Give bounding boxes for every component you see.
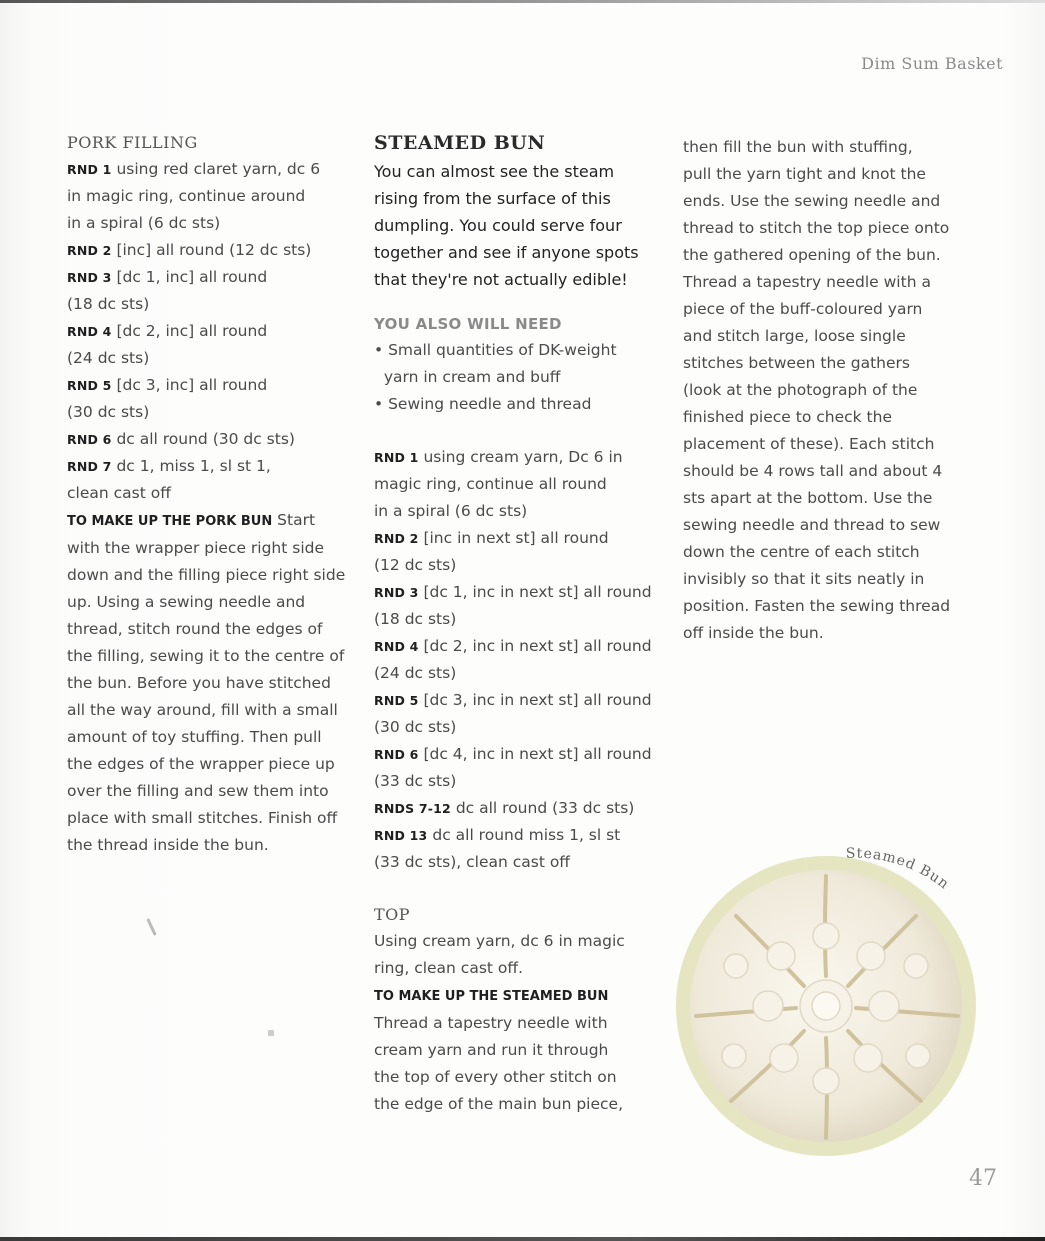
makeup-line bbox=[374, 1010, 664, 1037]
round-label: RND 4 bbox=[67, 324, 112, 339]
line-text: all the way around, fill with a small bbox=[67, 701, 338, 719]
line-text: magic ring, continue all round bbox=[374, 475, 607, 493]
line-text: pull the yarn tight and knot the bbox=[683, 165, 926, 183]
continued-line bbox=[683, 566, 973, 593]
pattern-line bbox=[67, 156, 357, 183]
material-item: • Small quantities of DK-weight bbox=[374, 341, 617, 359]
steamed-bun-makeup-instructions bbox=[374, 1010, 664, 1118]
continued-line bbox=[683, 431, 973, 458]
section-title-steamed-bun: STEAMED BUN bbox=[374, 132, 546, 154]
page-bottom-edge bbox=[0, 1237, 1045, 1241]
intro-line: rising from the surface of this bbox=[374, 189, 611, 208]
continued-instructions-column bbox=[683, 134, 973, 647]
line-text: (12 dc sts) bbox=[374, 556, 457, 574]
round-label: RND 13 bbox=[374, 828, 428, 843]
line-text: ends. Use the sewing needle and bbox=[683, 192, 941, 210]
makeup-line bbox=[67, 589, 357, 616]
line-text: amount of toy stuffing. Then pull bbox=[67, 728, 322, 746]
line-text: [dc 1, inc in next st] all round bbox=[418, 583, 652, 601]
makeup-line bbox=[67, 535, 357, 562]
line-text: the gathered opening of the bun. bbox=[683, 246, 941, 264]
pattern-line bbox=[374, 552, 664, 579]
pattern-line bbox=[374, 714, 664, 741]
line-text: Using cream yarn, dc 6 in magic bbox=[374, 932, 625, 950]
makeup-line bbox=[67, 805, 357, 832]
line-text: in a spiral (6 dc sts) bbox=[374, 502, 528, 520]
line-text: clean cast off bbox=[67, 484, 171, 502]
round-label: RND 1 bbox=[67, 162, 112, 177]
makeup-line bbox=[67, 724, 357, 751]
page-speck bbox=[268, 1030, 274, 1036]
line-text: then fill the bun with stuffing, bbox=[683, 138, 913, 156]
line-text: down and the filling piece right side bbox=[67, 566, 346, 584]
line-text: placement of these). Each stitch bbox=[683, 435, 935, 453]
makeup-line bbox=[67, 643, 357, 670]
continued-line bbox=[683, 377, 973, 404]
line-text: sewing needle and thread to sew bbox=[683, 516, 941, 534]
line-text: (33 dc sts) bbox=[374, 772, 457, 790]
makeup-line bbox=[67, 778, 357, 805]
steamed-bun-intro bbox=[374, 158, 664, 293]
you-also-will-need-heading: YOU ALSO WILL NEED bbox=[374, 315, 562, 333]
line-text: (look at the photograph of the bbox=[683, 381, 918, 399]
line-text: up. Using a sewing needle and bbox=[67, 593, 306, 611]
pattern-line bbox=[67, 318, 357, 345]
continued-line bbox=[683, 296, 973, 323]
round-label: RND 1 bbox=[374, 450, 419, 465]
line-text: dc all round (30 dc sts) bbox=[111, 430, 295, 448]
continued-line bbox=[683, 539, 973, 566]
makeup-line bbox=[374, 1064, 664, 1091]
line-text: sts apart at the bottom. Use the bbox=[683, 489, 933, 507]
line-text: [dc 2, inc] all round bbox=[111, 322, 268, 340]
round-label: RND 4 bbox=[374, 639, 419, 654]
steamed-bun-rounds-list bbox=[374, 444, 664, 876]
material-item: yarn in cream and buff bbox=[374, 368, 561, 386]
line-text: [inc in next st] all round bbox=[418, 529, 609, 547]
pattern-line bbox=[67, 399, 357, 426]
line-text: [dc 1, inc] all round bbox=[111, 268, 268, 286]
line-text: Thread a tapestry needle with bbox=[374, 1014, 608, 1032]
round-label: RND 5 bbox=[67, 378, 112, 393]
line-text: place with small stitches. Finish off bbox=[67, 809, 338, 827]
pattern-line bbox=[67, 210, 357, 237]
continued-line bbox=[683, 512, 973, 539]
line-text: [dc 2, inc in next st] all round bbox=[418, 637, 652, 655]
running-head: Dim Sum Basket bbox=[861, 54, 1003, 73]
top-instructions bbox=[374, 928, 664, 982]
round-label: RND 2 bbox=[374, 531, 419, 546]
line-text: piece of the buff-coloured yarn bbox=[683, 300, 923, 318]
continued-line bbox=[683, 404, 973, 431]
line-text: [dc 4, inc in next st] all round bbox=[418, 745, 652, 763]
line-text: finished piece to check the bbox=[683, 408, 892, 426]
round-label: RND 3 bbox=[67, 270, 112, 285]
top-line bbox=[374, 928, 664, 955]
pattern-line bbox=[374, 498, 664, 525]
line-text: and stitch large, loose single bbox=[683, 327, 906, 345]
materials-list bbox=[374, 337, 664, 418]
makeup-steamed-bun-heading: TO MAKE UP THE STEAMED BUN bbox=[374, 989, 609, 1004]
line-text: the top of every other stitch on bbox=[374, 1068, 617, 1086]
continued-line bbox=[683, 593, 973, 620]
section-title-pork-filling: PORK FILLING bbox=[67, 133, 198, 152]
pattern-line bbox=[374, 849, 664, 876]
line-text: dc all round miss 1, sl st bbox=[427, 826, 621, 844]
top-line bbox=[374, 955, 664, 982]
pattern-line bbox=[374, 606, 664, 633]
continued-line bbox=[683, 458, 973, 485]
continued-line bbox=[683, 323, 973, 350]
intro-line: together and see if anyone spots bbox=[374, 243, 639, 262]
pattern-line bbox=[67, 480, 357, 507]
line-text: Start bbox=[272, 511, 316, 529]
line-text: (18 dc sts) bbox=[374, 610, 457, 628]
line-text: invisibly so that it sits neatly in bbox=[683, 570, 925, 588]
steamed-bun-column bbox=[374, 128, 664, 1118]
line-text: (24 dc sts) bbox=[374, 664, 457, 682]
photo-caption: Steamed Bun bbox=[845, 846, 953, 893]
pattern-line bbox=[67, 372, 357, 399]
continued-line bbox=[683, 485, 973, 512]
makeup-line bbox=[67, 616, 357, 643]
line-text: ring, clean cast off. bbox=[374, 959, 523, 977]
line-text: [inc] all round (12 dc sts) bbox=[111, 241, 312, 259]
steamed-bun-photo bbox=[676, 846, 986, 1156]
pork-makeup-instructions bbox=[67, 507, 357, 859]
pattern-line bbox=[374, 768, 664, 795]
line-text: thread, stitch round the edges of bbox=[67, 620, 323, 638]
pattern-line bbox=[374, 579, 664, 606]
pattern-line bbox=[67, 291, 357, 318]
line-text: with the wrapper piece right side bbox=[67, 539, 325, 557]
section-title-top: TOP bbox=[374, 905, 411, 924]
line-text: in a spiral (6 dc sts) bbox=[67, 214, 221, 232]
round-label: RND 2 bbox=[67, 243, 112, 258]
pattern-line bbox=[67, 345, 357, 372]
pork-filling-column bbox=[67, 130, 357, 859]
line-text: [dc 3, inc in next st] all round bbox=[418, 691, 652, 709]
pattern-line bbox=[374, 687, 664, 714]
round-label: RND 7 bbox=[67, 459, 112, 474]
line-text: stitches between the gathers bbox=[683, 354, 910, 372]
line-text: [dc 3, inc] all round bbox=[111, 376, 268, 394]
makeup-line bbox=[67, 562, 357, 589]
line-text: the edge of the main bun piece, bbox=[374, 1095, 624, 1113]
line-text: the thread inside the bun. bbox=[67, 836, 269, 854]
pattern-line bbox=[67, 264, 357, 291]
pattern-line bbox=[374, 471, 664, 498]
intro-line: You can almost see the steam bbox=[374, 162, 615, 181]
pattern-line bbox=[374, 525, 664, 552]
continued-instructions bbox=[683, 134, 973, 647]
line-text: position. Fasten the sewing thread bbox=[683, 597, 951, 615]
pattern-line bbox=[374, 795, 664, 822]
line-text: (18 dc sts) bbox=[67, 295, 150, 313]
pattern-line bbox=[374, 444, 664, 471]
page-number: 47 bbox=[969, 1166, 997, 1191]
intro-line: that they're not actually edible! bbox=[374, 270, 628, 289]
pattern-line bbox=[67, 426, 357, 453]
line-text: (33 dc sts), clean cast off bbox=[374, 853, 570, 871]
line-text: thread to stitch the top piece onto bbox=[683, 219, 950, 237]
makeup-line bbox=[374, 1037, 664, 1064]
line-text: in magic ring, continue around bbox=[67, 187, 306, 205]
makeup-line bbox=[374, 1091, 664, 1118]
line-text: the filling, sewing it to the centre of bbox=[67, 647, 345, 665]
makeup-line bbox=[67, 832, 357, 859]
line-text: (30 dc sts) bbox=[374, 718, 457, 736]
line-text: (24 dc sts) bbox=[67, 349, 150, 367]
line-text: cream yarn and run it through bbox=[374, 1041, 609, 1059]
continued-line bbox=[683, 269, 973, 296]
pattern-line bbox=[67, 183, 357, 210]
line-text: the bun. Before you have stitched bbox=[67, 674, 331, 692]
pattern-line bbox=[374, 660, 664, 687]
round-label: RND 3 bbox=[374, 585, 419, 600]
continued-line bbox=[683, 350, 973, 377]
line-text: off inside the bun. bbox=[683, 624, 824, 642]
round-label: RND 5 bbox=[374, 693, 419, 708]
round-label: RND 6 bbox=[374, 747, 419, 762]
makeup-line bbox=[67, 751, 357, 778]
line-text: using cream yarn, Dc 6 in bbox=[418, 448, 623, 466]
round-label: RNDS 7-12 bbox=[374, 801, 451, 816]
pattern-line bbox=[374, 633, 664, 660]
pattern-line bbox=[67, 453, 357, 480]
continued-line bbox=[683, 620, 973, 647]
page-speck bbox=[146, 918, 156, 936]
continued-line bbox=[683, 242, 973, 269]
line-text: dc 1, miss 1, sl st 1, bbox=[111, 457, 271, 475]
pattern-line bbox=[374, 822, 664, 849]
line-text: using red claret yarn, dc 6 bbox=[111, 160, 321, 178]
line-text: over the filling and sew them into bbox=[67, 782, 329, 800]
line-text: the edges of the wrapper piece up bbox=[67, 755, 335, 773]
makeup-line bbox=[67, 670, 357, 697]
intro-line: dumpling. You could serve four bbox=[374, 216, 622, 235]
round-label: TO MAKE UP THE PORK BUN bbox=[67, 514, 273, 529]
line-text: dc all round (33 dc sts) bbox=[450, 799, 635, 817]
makeup-line bbox=[67, 697, 357, 724]
line-text: should be 4 rows tall and about 4 bbox=[683, 462, 943, 480]
line-text: Thread a tapestry needle with a bbox=[683, 273, 931, 291]
continued-line bbox=[683, 161, 973, 188]
continued-line bbox=[683, 215, 973, 242]
makeup-line bbox=[67, 507, 357, 535]
material-item: • Sewing needle and thread bbox=[374, 395, 592, 413]
pattern-line bbox=[67, 237, 357, 264]
line-text: (30 dc sts) bbox=[67, 403, 150, 421]
continued-line bbox=[683, 188, 973, 215]
round-label: RND 6 bbox=[67, 432, 112, 447]
pattern-line bbox=[374, 741, 664, 768]
pork-rounds-list bbox=[67, 156, 357, 507]
page-top-edge bbox=[0, 0, 1045, 3]
line-text: down the centre of each stitch bbox=[683, 543, 920, 561]
continued-line bbox=[683, 134, 973, 161]
